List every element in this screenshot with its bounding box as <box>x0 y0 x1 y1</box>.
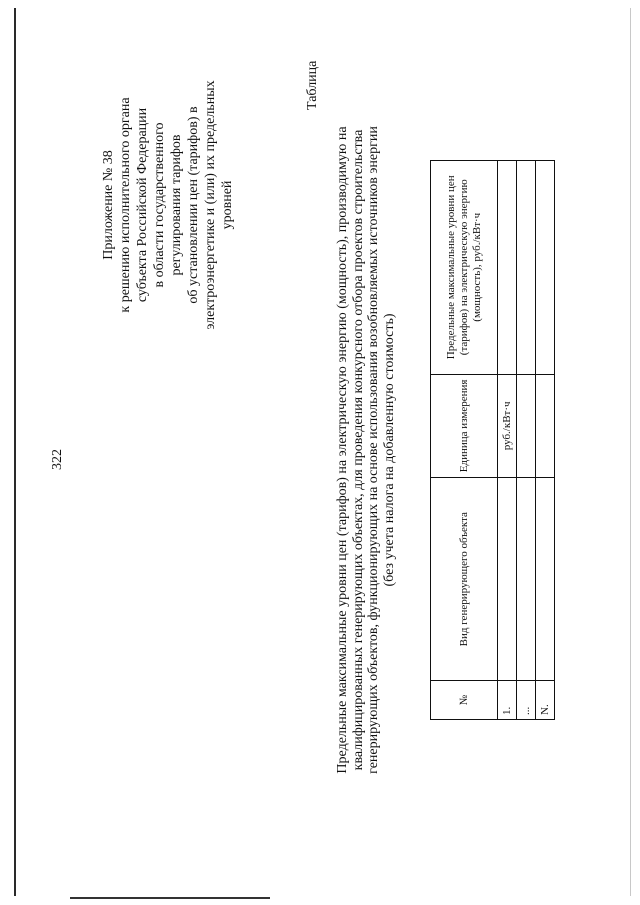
title-line: (без учета налога на добавленную стоимость) <box>381 313 397 587</box>
appendix-line: к решению исполнительного органа <box>118 97 133 313</box>
appendix-line: субъекта Российской Федерации <box>135 107 150 303</box>
table-header-row <box>431 161 498 720</box>
appendix-header <box>100 55 236 355</box>
title-line: генерирующих объектов, функционирующих на основе использования возобновляемых источников энергии <box>366 126 381 774</box>
row-unit <box>517 374 536 478</box>
page-number: 322 <box>50 449 65 470</box>
row-price-level <box>536 161 555 375</box>
row-object-type <box>498 478 517 681</box>
appendix-line: об установлении цен (тарифов) в <box>186 106 201 304</box>
row-number: N. <box>536 681 555 720</box>
row-price-level <box>498 161 517 375</box>
table-row <box>517 161 536 720</box>
appendix-line: Приложение № 38 <box>101 150 116 260</box>
document-title <box>335 100 397 800</box>
title-line: Предельные максимальные уровни цен (тарифов) на электрическую энергию (мощность), производимую на <box>335 126 350 774</box>
row-unit: руб./кВт·ч <box>498 374 517 478</box>
document-page <box>20 30 620 900</box>
header-price-level: Предельные максимальные уровни цен (тарифов) на электрическую энергию (мощность), руб./кВт·ч <box>431 161 498 375</box>
row-unit <box>536 374 555 478</box>
tariff-table <box>430 160 555 720</box>
row-number: ... <box>517 681 536 720</box>
header-number: № <box>431 681 498 720</box>
appendix-line: электроэнергетике и (или) их предельных <box>203 80 218 330</box>
header-unit: Единица измерения <box>431 374 498 478</box>
row-price-level <box>517 161 536 375</box>
table-label: Таблица <box>305 60 320 110</box>
appendix-line: уровней <box>220 180 235 230</box>
title-line: квалифицированных генерирующих объектах, для проведения конкурсного отбора проектов строительства <box>350 129 366 771</box>
table-row <box>498 161 517 720</box>
appendix-line: регулирования тарифов <box>169 134 184 276</box>
header-object-type: Вид генерирующего объекта <box>431 478 498 681</box>
row-object-type <box>536 478 555 681</box>
row-object-type <box>517 478 536 681</box>
row-number: 1. <box>498 681 517 720</box>
appendix-line: в области государственного <box>152 122 167 288</box>
table-row <box>536 161 555 720</box>
